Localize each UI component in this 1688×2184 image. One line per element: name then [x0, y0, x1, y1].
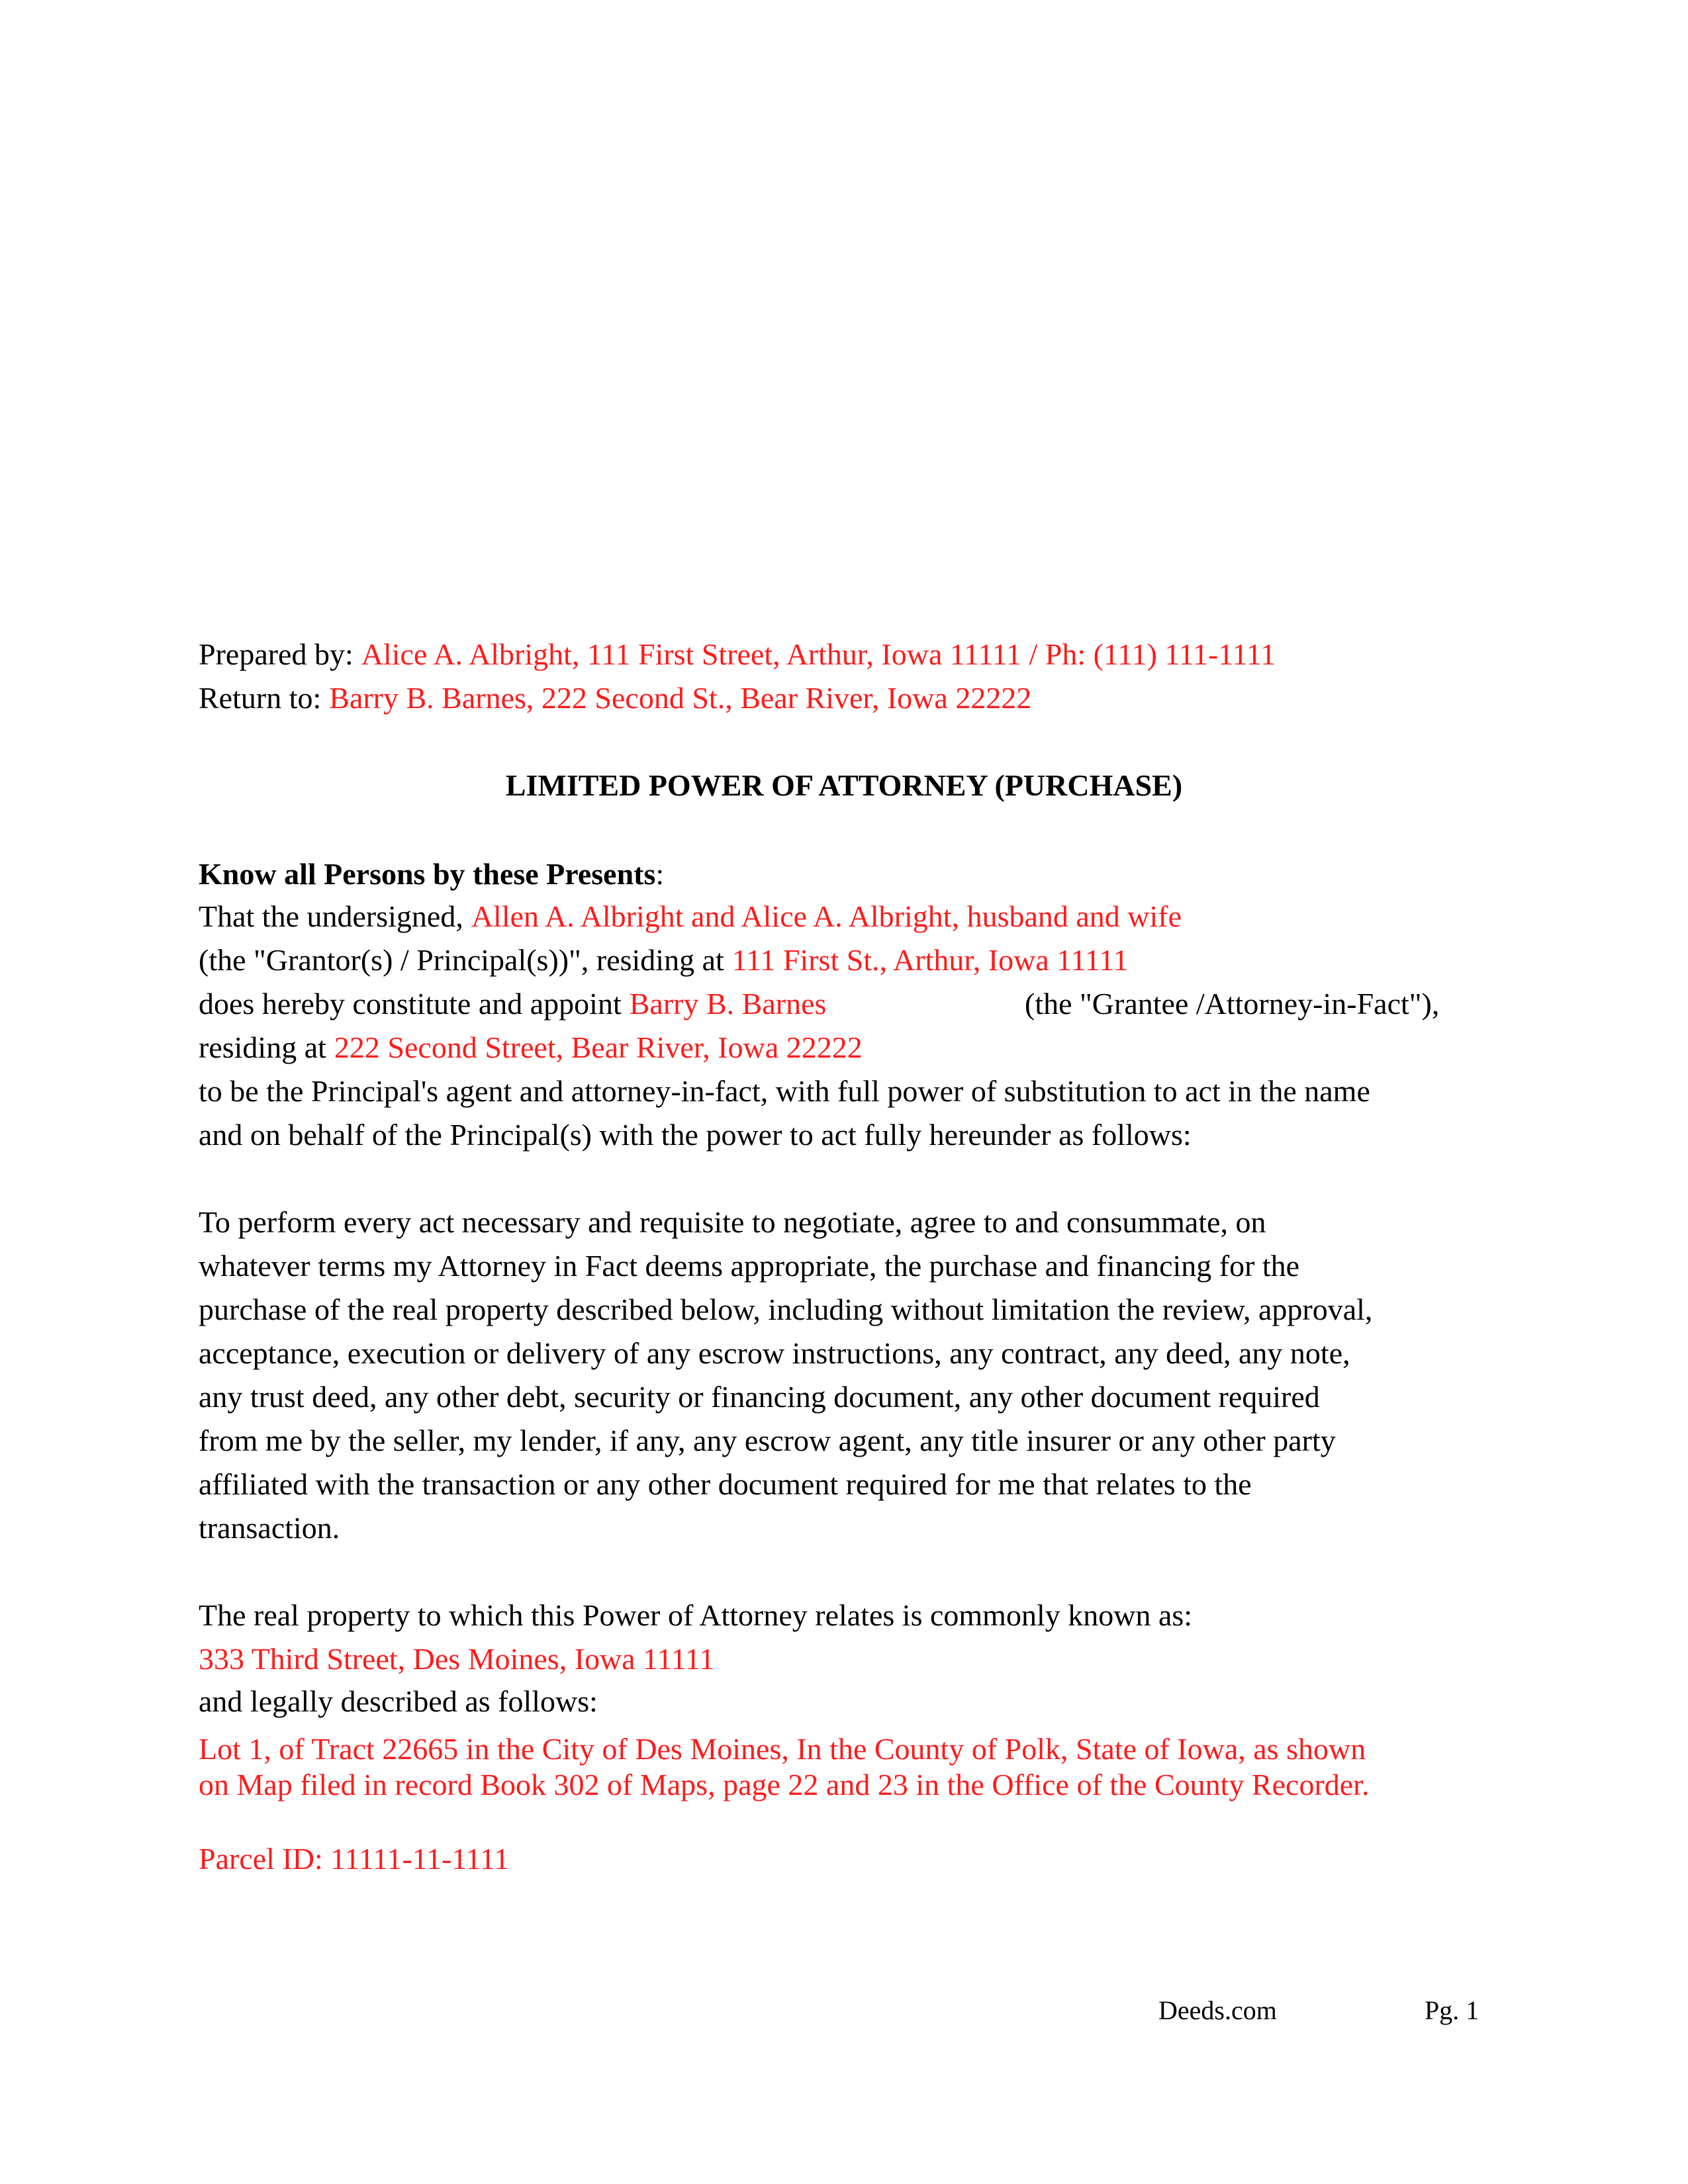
grantee-residing-line	[199, 1032, 863, 1063]
legal-description-label: and legally described as follows:	[199, 1684, 598, 1718]
appoint-label: does hereby constitute and appoint	[199, 987, 622, 1021]
powers-line-4: acceptance, execution or delivery of any escrow instructions, any contract, any deed, any note,	[199, 1336, 1350, 1370]
powers-line-8: transaction.	[199, 1511, 340, 1545]
return-to-line	[199, 683, 1031, 713]
powers-line-5: any trust deed, any other debt, security or financing document, any other document required	[199, 1380, 1320, 1414]
return-to-label: Return to:	[199, 681, 322, 715]
grantee-name: Barry B. Barnes	[629, 987, 827, 1021]
footer-site: Deeds.com	[1158, 1995, 1277, 2025]
agent-line-1: to be the Principal's agent and attorney-in-fact, with full power of substitution to act in the name	[199, 1074, 1370, 1108]
powers-line-2: whatever terms my Attorney in Fact deems appropriate, the purchase and financing for the	[199, 1249, 1300, 1283]
prepared-by-value: Alice A. Albright, 111 First Street, Arthur, Iowa 11111 / Ph: (111) 111-1111	[361, 637, 1276, 671]
powers-line-6: from me by the seller, my lender, if any, any escrow agent, any title insurer or any other party	[199, 1424, 1336, 1457]
prepared-by-line	[199, 639, 1276, 670]
residing-label: (the "Grantor(s) / Principal(s))", residing at	[199, 943, 724, 977]
prepared-by-label: Prepared by:	[199, 637, 353, 671]
agent-line-2: and on behalf of the Principal(s) with the power to act fully hereunder as follows:	[199, 1118, 1192, 1152]
legal-description-line-2: on Map filed in record Book 302 of Maps, page 22 and 23 in the Office of the County Recorder.	[199, 1768, 1370, 1801]
return-to-value: Barry B. Barnes, 222 Second St., Bear River, Iowa 22222	[329, 681, 1032, 715]
appoint-line	[199, 989, 826, 1019]
undersigned-line	[199, 901, 1182, 932]
grantor-address: 111 First St., Arthur, Iowa 11111	[731, 943, 1129, 977]
grantee-address: 222 Second Street, Bear River, Iowa 22222	[334, 1030, 863, 1064]
powers-line-3: purchase of the real property described below, including without limitation the review, approval,	[199, 1293, 1373, 1326]
grantee-residing-label: residing at	[199, 1030, 326, 1064]
grantee-label: (the "Grantee /Attorney-in-Fact"),	[1025, 987, 1440, 1021]
intro-heading-line	[199, 859, 664, 889]
property-known-as-label: The real property to which this Power of Attorney relates is commonly known as:	[199, 1598, 1193, 1632]
residing-line	[199, 945, 1128, 976]
intro-heading-colon: :	[655, 857, 665, 891]
powers-line-1: To perform every act necessary and requisite to negotiate, agree to and consummate, on	[199, 1205, 1266, 1239]
property-address: 333 Third Street, Des Moines, Iowa 11111	[199, 1642, 715, 1676]
intro-heading: Know all Persons by these Presents	[199, 857, 656, 891]
parcel-id: Parcel ID: 11111-11-1111	[199, 1842, 510, 1876]
grantor-names: Allen A. Albright and Alice A. Albright, husband and wife	[471, 899, 1182, 933]
footer-page-number: Pg. 1	[1425, 1995, 1479, 2025]
document-title: LIMITED POWER OF ATTORNEY (PURCHASE)	[505, 768, 1183, 802]
legal-description-line-1: Lot 1, of Tract 22665 in the City of Des Moines, In the County of Polk, State of Iowa, as shown	[199, 1732, 1366, 1766]
undersigned-label: That the undersigned,	[199, 899, 463, 933]
powers-line-7: affiliated with the transaction or any other document required for me that relates to the	[199, 1467, 1252, 1501]
